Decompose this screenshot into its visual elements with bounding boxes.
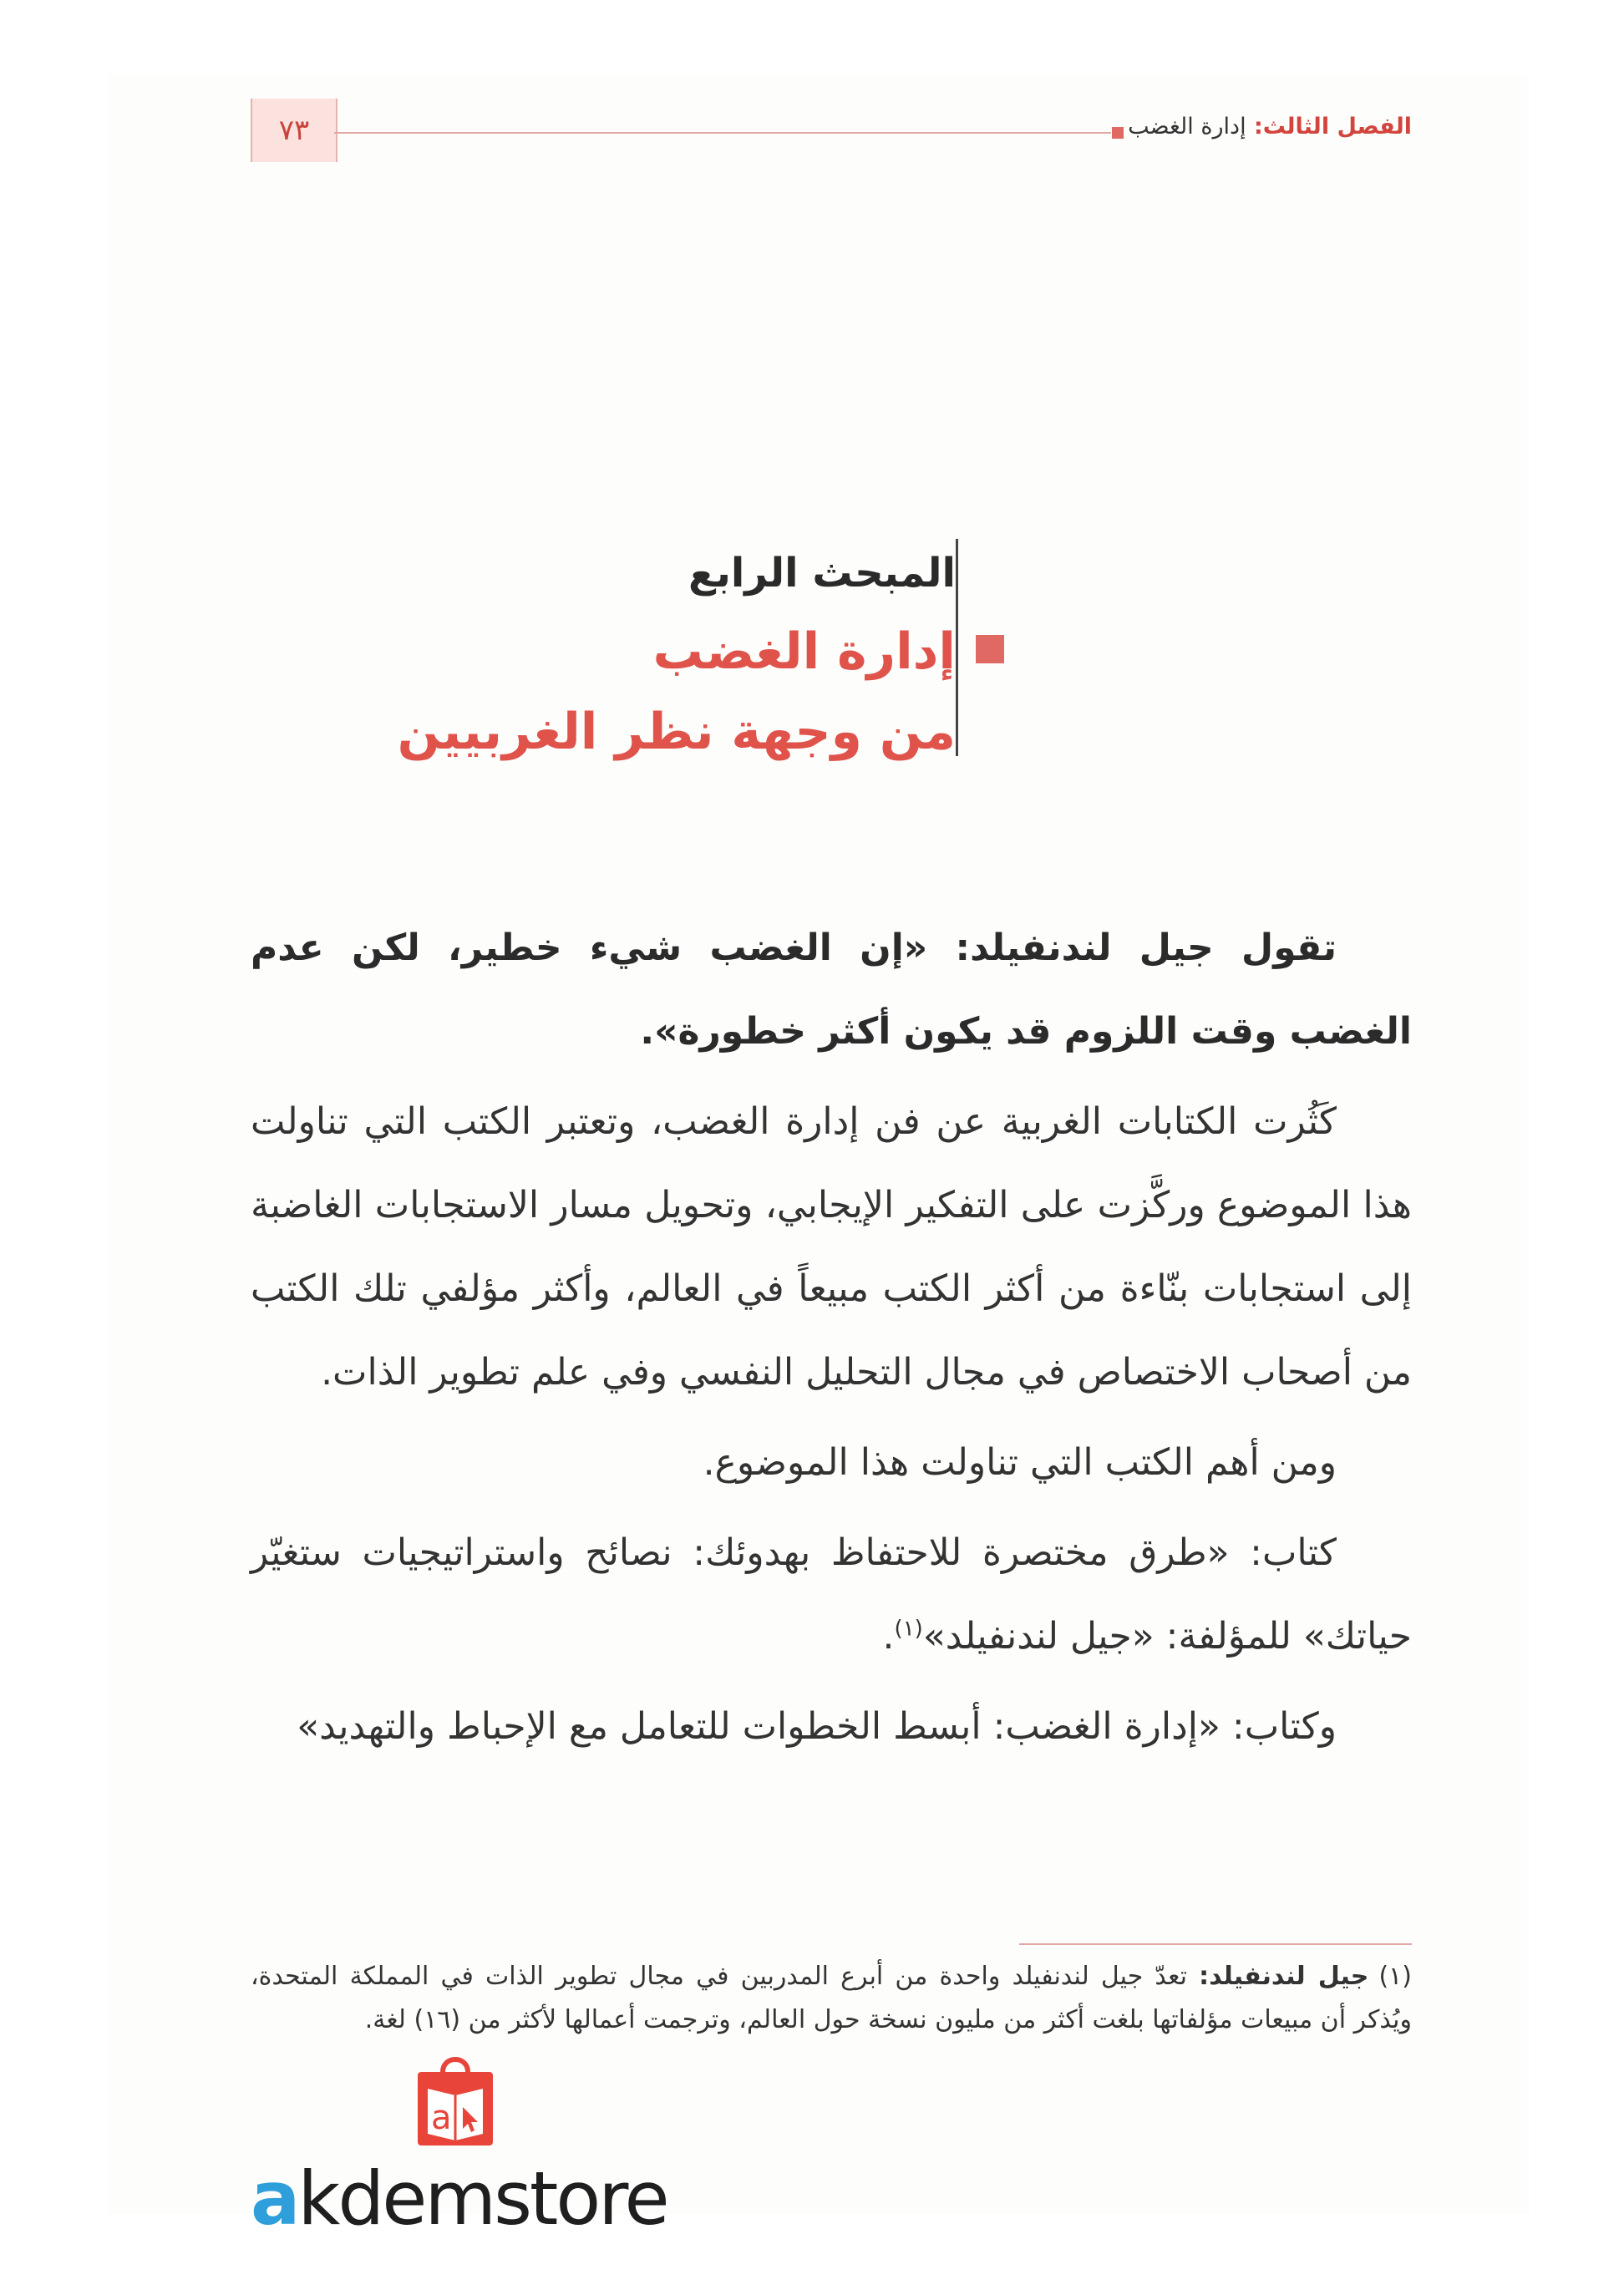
heading-square-icon bbox=[976, 635, 1004, 663]
header-section: إدارة الغضب bbox=[1128, 114, 1246, 140]
paragraph-2: كَثُرت الكتابات الغربية عن فن إدارة الغضب، وتعتبر الكتب التي تناولت هذا الموضوع وركَّزت على التفكير الإيجابي، وتحويل مسار الاستجابات الغاضبة إلى استجابات بنّاءة من أكثر الكتب مبيعاً في العالم، وأكثر مؤلفي تلك الكتب من أصحاب الاختصاص في مجال التحليل النفسي وفي علم تطوير الذات. bbox=[251, 1100, 1412, 1394]
footnote-text: تعدّ جيل لندنفيلد واحدة من أبرع المدربين في مجال تطوير الذات في المملكة المتحدة، ويُذكر أن مبيعات مؤلفاتها بلغت أكثر من مليون نسخة حول العالم، وترجمت أعمالها لأكثر من (١٦) لغة. bbox=[251, 1962, 1412, 2034]
paragraph-4 bbox=[251, 1511, 1412, 1678]
quote-lead: تقول جيل لندنفيلد: bbox=[927, 927, 1337, 969]
heading-line-2: إدارة الغضب bbox=[652, 622, 956, 681]
footnote-reference: (١) bbox=[894, 1616, 923, 1642]
page-number: ٧٣ bbox=[251, 99, 337, 162]
footnote-name: جيل لندنفيلد: bbox=[1199, 1962, 1369, 1991]
header-square-icon bbox=[1112, 127, 1124, 139]
running-header bbox=[251, 99, 1412, 165]
paragraph-4-text: كتاب: «طرق مختصرة للاحتفاظ بهدوئك: نصائح واستراتيجيات ستغيّر حياتك» للمؤلفة: «جيل لندنفيلد» bbox=[251, 1531, 1412, 1658]
body-text bbox=[251, 906, 1412, 1775]
paragraph-3: ومن أهم الكتب التي تناولت هذا الموضوع. bbox=[703, 1441, 1337, 1484]
header-title bbox=[1128, 114, 1412, 140]
header-rule bbox=[334, 132, 1111, 134]
header-chapter: الفصل الثالث: bbox=[1254, 114, 1412, 140]
footnote bbox=[251, 1955, 1412, 2042]
footnote-number: (١) bbox=[1378, 1962, 1412, 1991]
watermark-logo bbox=[251, 2156, 667, 2247]
footnote-rule bbox=[1019, 1943, 1412, 1945]
section-heading bbox=[371, 535, 956, 772]
heading-line-3: من وجهة نظر الغربيين bbox=[397, 703, 956, 761]
watermark-brand-rest: kdemstore bbox=[297, 2156, 667, 2242]
quote-paragraph bbox=[251, 906, 1412, 1074]
quote-text: «إن الغضب شيء خطير، لكن عدم الغضب وقت اللزوم قد يكون أكثر خطورة». bbox=[251, 927, 1412, 1053]
shopping-bag-book-icon bbox=[409, 2049, 501, 2149]
heading-divider bbox=[956, 539, 958, 756]
paragraph-5: وكتاب: «إدارة الغضب: أبسط الخطوات للتعامل مع الإحباط والتهديد» bbox=[297, 1705, 1337, 1748]
svg-text:a: a bbox=[431, 2099, 452, 2137]
paragraph-4-end: . bbox=[882, 1615, 895, 1658]
watermark-brand-a: a bbox=[251, 2156, 298, 2242]
heading-line-1: المبحث الرابع bbox=[688, 550, 956, 597]
